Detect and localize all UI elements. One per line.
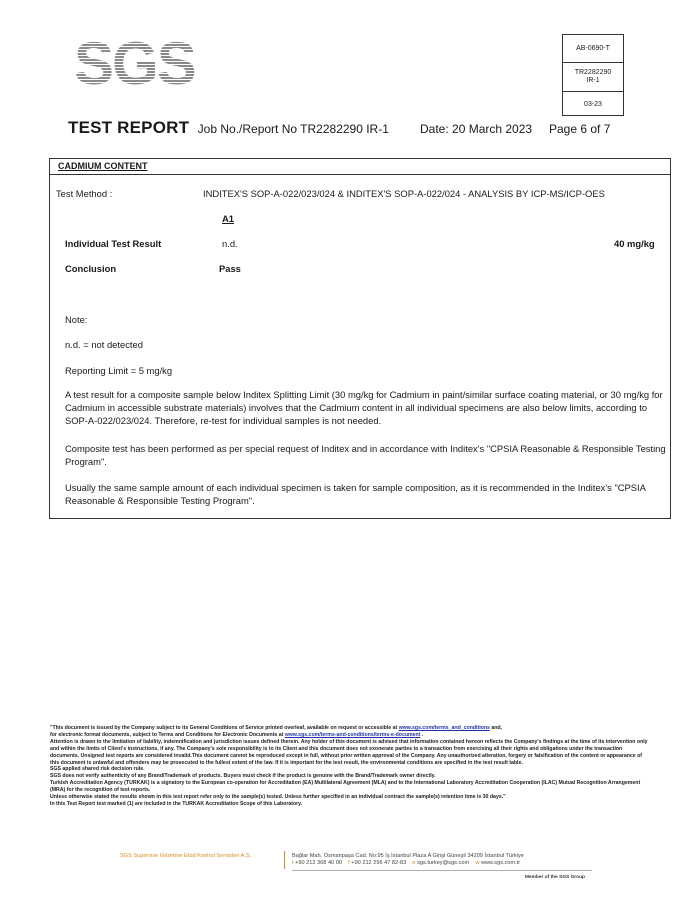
result-value: n.d. <box>222 238 238 249</box>
report-title: TEST REPORT <box>68 118 190 137</box>
website[interactable]: www.sgs.com.tr <box>480 860 521 867</box>
svg-text:SGS: SGS <box>74 30 195 97</box>
terms-link[interactable]: www.sgs.com/terms_and_conditions <box>398 725 490 731</box>
legal-text: and, <box>489 725 502 731</box>
company-contact <box>292 853 524 868</box>
legal-disclaimer <box>50 725 650 808</box>
note-paragraph: Usually the same sample amount of each individual specimen is taken for sample composition, as it is recommended in the Inditex's "CPSIA Reasonable & Responsible Testing Program". <box>65 482 646 506</box>
sample-column-header: A1 <box>222 213 234 224</box>
sgs-logo <box>72 30 195 97</box>
note-paragraph: A test result for a composite sample below Inditex Splitting Limit (30 mg/kg for Cadmium in paint/similar surface coating material, or 30 mg/kg for Cadmium in accessible substrate materials) involves that the Cadmium content in all individual specimens are also below limits, according to SOP-A-022/023/024. Therefore, re-test for individual samples is not needed. <box>65 389 663 426</box>
reporting-limit: Reporting Limit = 5 mg/kg <box>65 365 173 376</box>
legal-text: for electronic format documents, subject to Terms and Conditions for Electronic Documents at <box>50 731 285 738</box>
legal-line: SGS applied shared risk decision rule. <box>50 766 145 773</box>
web-label: w <box>475 860 480 867</box>
legal-line: Unless otherwise stated the results shown in this test report refer only to the sample(s) tested. Unless further specified in an individual contract the sample(s) retention time is 30 days." <box>50 794 506 801</box>
legal-line <box>50 732 650 739</box>
e-document-terms-link[interactable]: www.sgs.com/terms-and-conditions/terms-e-document <box>284 731 421 738</box>
limit-value: 40 mg/kg <box>614 238 655 249</box>
legal-text: . <box>420 731 424 738</box>
legal-line: Attention is drawn to the limitation of liability, indemnification and jurisdiction issues defined therein. Any holder of this document is advised that information contained hereon reflects the Company's findings at the time of its intervention only and within the limits of Client's instructions, if any. The Company's sole responsibility is to its Client and this document does not exonerate parties to a transaction from exercising all their rights and obligations under the transaction documents. Unsigned test reports are considered invalid.This document cannot be reproduced except in full, without prior written approval of the Company. Any unauthorized alteration, forgery or falsification of the content or appearance of this document is unlawful and offenders may be prosecuted to the fullest extent of the law. If it is important for the test result, the environmental conditions are specified in the test result table. <box>50 738 648 766</box>
conclusion-value: Pass <box>219 263 241 274</box>
report-header <box>68 118 668 140</box>
report-code <box>563 63 623 92</box>
note-paragraph: Composite test has been performed as per special request of Inditex and in accordance with Inditex's "CPSIA Reasonable & Responsible Testing Program". <box>65 443 666 467</box>
contact-line <box>292 860 524 867</box>
form-code: AB-0690-T <box>563 35 623 63</box>
company-name: SGS Supervise Gözetme Etüd Kontrol Servisleri A.Ş. <box>120 853 252 859</box>
fax: +90 212 296 47 82-83 <box>351 860 407 867</box>
email[interactable]: sgs.turkey@sgs.com <box>417 860 470 867</box>
test-method-label: Test Method : <box>56 188 113 199</box>
note-label: Note: <box>65 314 88 325</box>
phone-label: t <box>292 860 294 867</box>
email-label: e <box>412 860 416 867</box>
section-title: CADMIUM CONTENT <box>58 161 148 171</box>
report-code-line: TR2282290 IR-1 <box>574 69 612 84</box>
reference-box <box>562 34 624 116</box>
legal-line: In this Test Report test marked (1) are included in the TURKAK Accreditation Scope of this Laboratory. <box>50 800 303 807</box>
member-text: Member of the SGS Group <box>525 875 585 880</box>
footer-separator <box>284 851 285 869</box>
legal-line: Turkish Accreditation Agency (TURKAK) is a signatory to the European co-operation for Accreditation (EA) Multilateral Agreement (MLA) and to the International Laboratory Accreditation Cooperation (ILAC) Mutual Recognition Arrangement (MRA) for the recognition of test reports. <box>50 780 641 794</box>
report-date: Date: 20 March 2023 <box>420 122 533 136</box>
legal-line: SGS does not verify authenticity of any Brand/Trademark of products. Buyers must check if the product is genuine with the Brand/Trademark owner directly. <box>50 773 436 780</box>
legal-line <box>50 725 650 732</box>
phone: +90 212 368 40 00 <box>295 860 342 867</box>
test-method-value: INDITEX'S SOP-A-022/023/024 & INDITEX'S SOP-A-022/024 - ANALYSIS BY ICP-MS/ICP-OES <box>203 188 605 199</box>
result-label: Individual Test Result <box>65 238 162 249</box>
section-divider <box>49 174 671 175</box>
address: Bağlar Mah. Osmanpaşa Cad. No:95 İş İstanbul Plaza A Girişi Güneşli 34209 İstanbul Türkiye <box>292 853 524 859</box>
form-version: 03-23 <box>584 100 602 108</box>
fax-label: f <box>348 860 350 867</box>
page-number: Page 6 of 7 <box>549 122 611 136</box>
nd-definition: n.d. = not detected <box>65 339 143 350</box>
footer-rule <box>292 870 592 871</box>
job-number: Job No./Report No TR2282290 IR-1 <box>197 122 389 136</box>
legal-text: "This document is issued by the Company subject to its General Conditions of Service printed overleaf, available on request or accessible at <box>50 725 399 731</box>
conclusion-label: Conclusion <box>65 263 117 274</box>
